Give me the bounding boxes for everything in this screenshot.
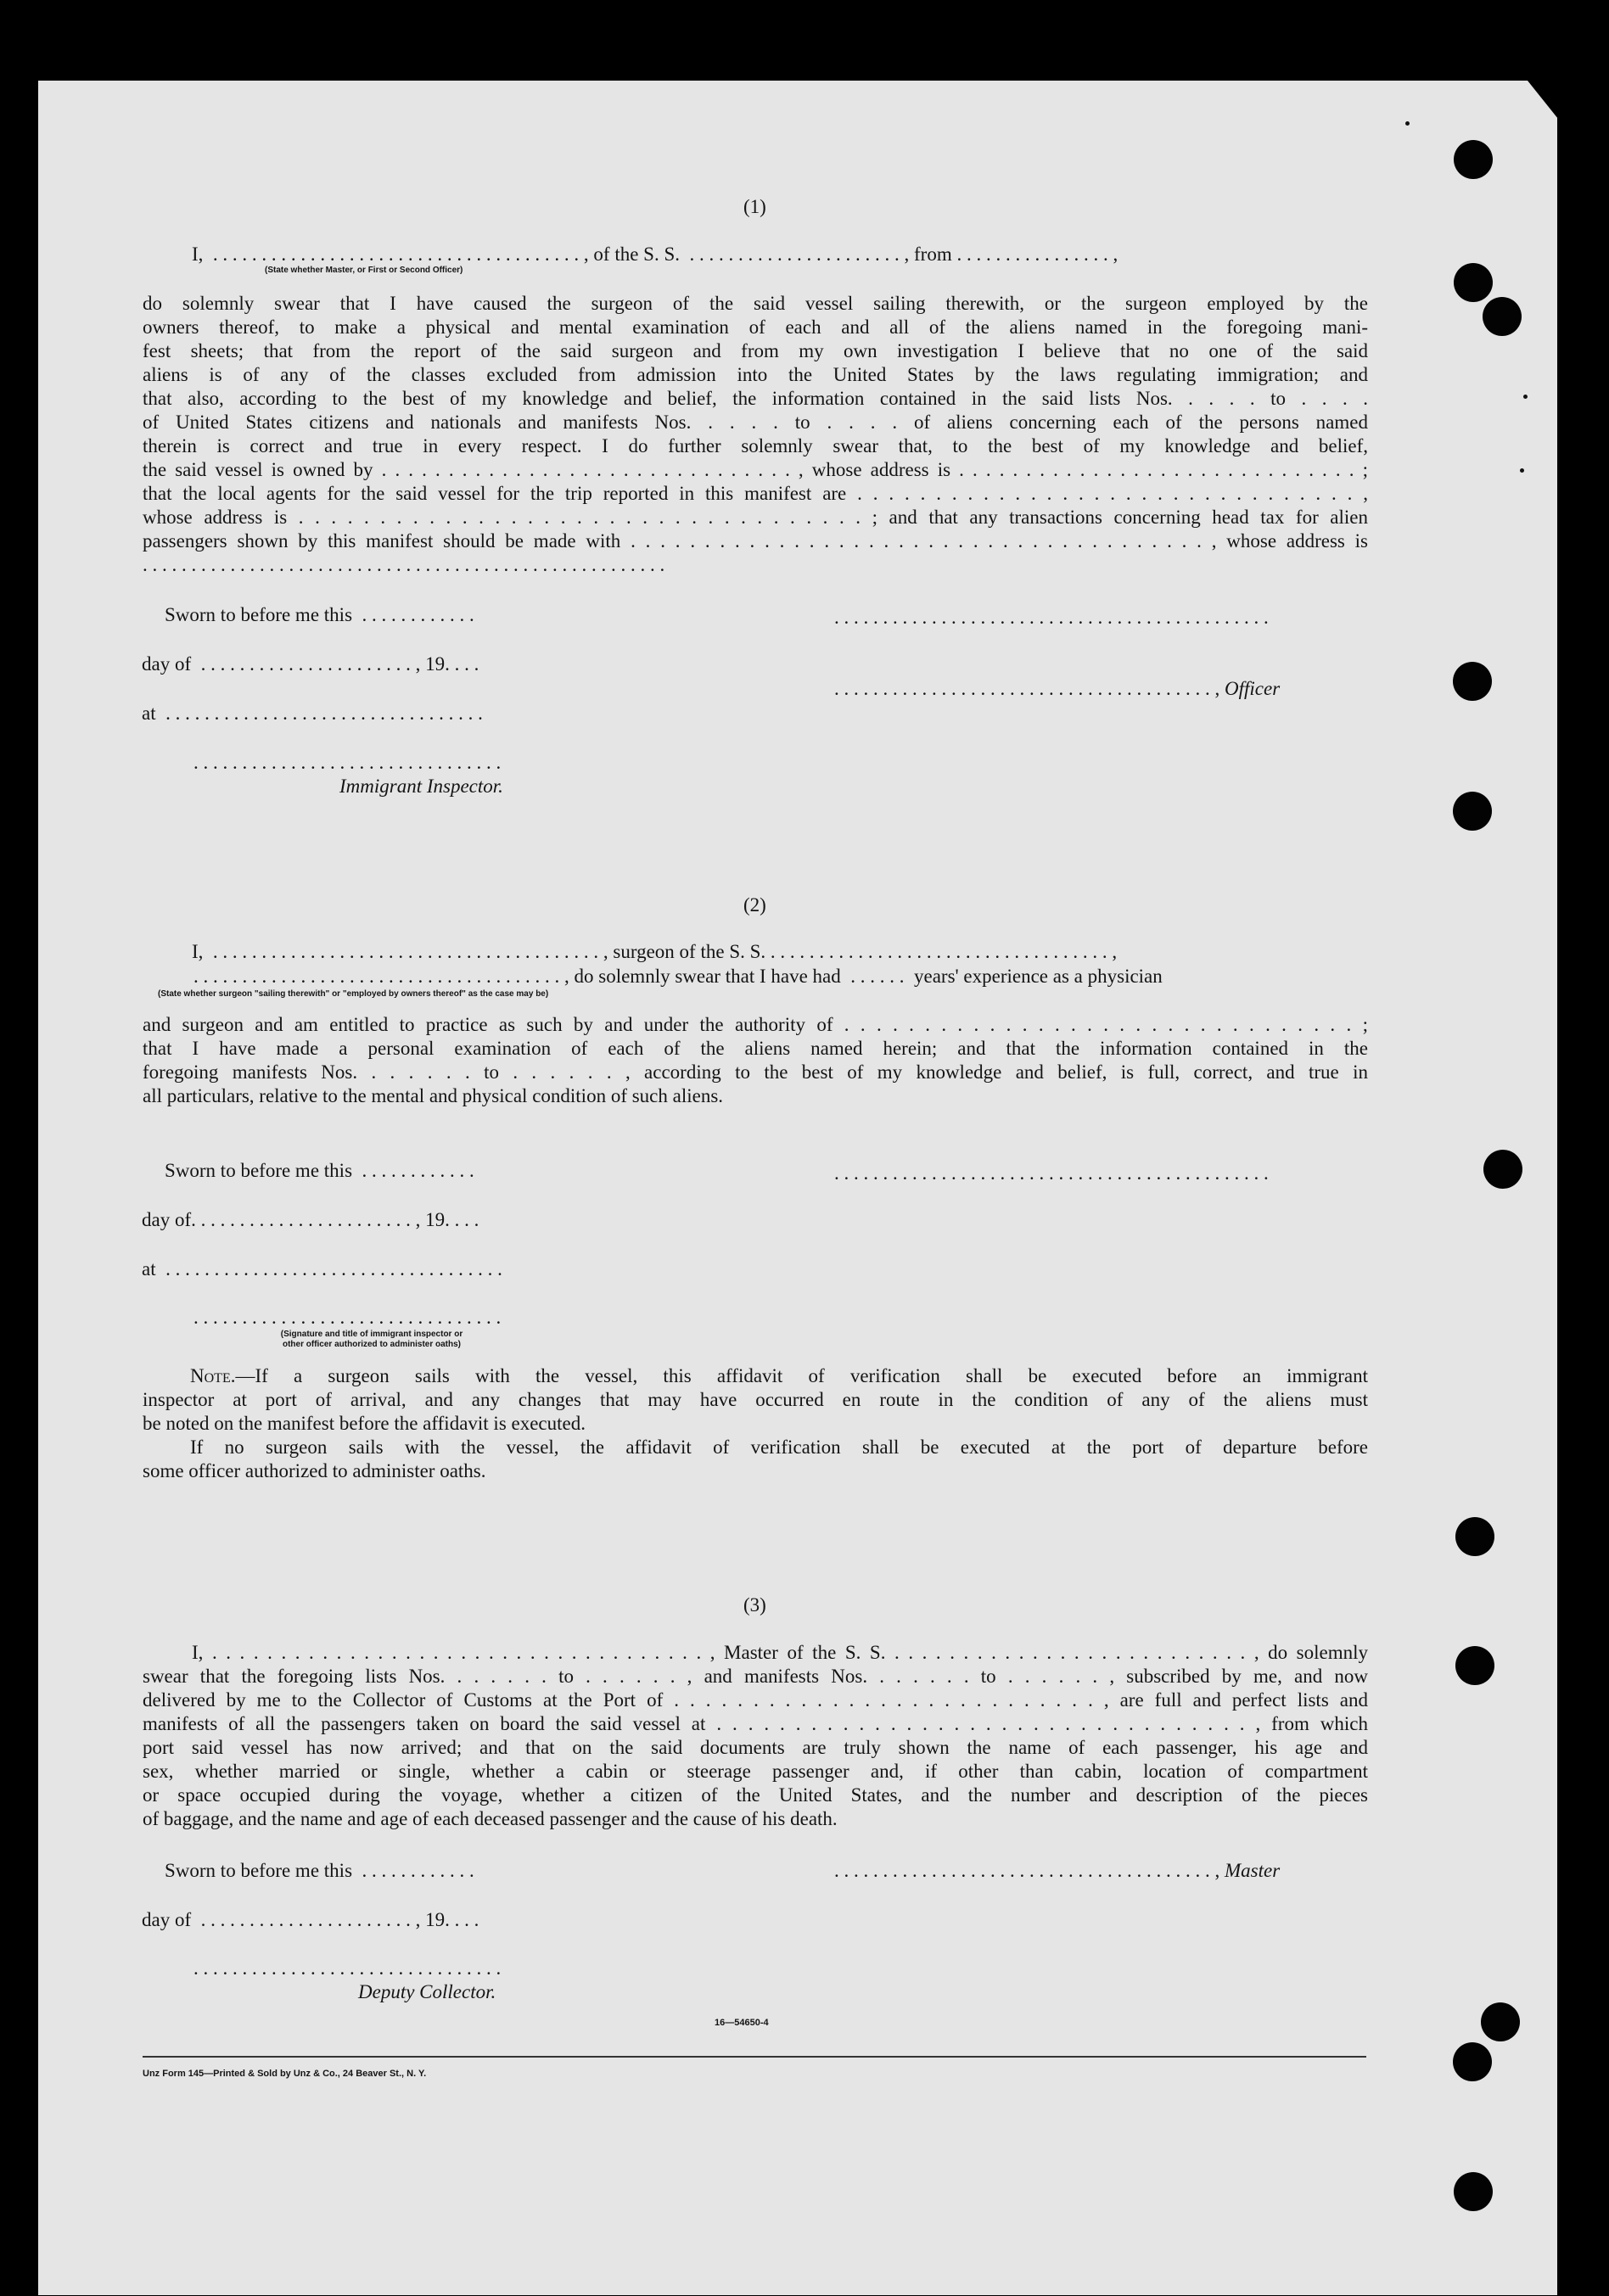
s1-day: day of . . . . . . . . . . . . . . . . . . . . . . , 19. . . . bbox=[142, 653, 479, 675]
footer-rule bbox=[143, 2056, 1366, 2058]
s2-note bbox=[143, 1364, 1368, 1483]
s3-master-label: Master bbox=[1225, 1860, 1281, 1881]
s1-body-line: aliens is of any of the classes excluded from admission into the United States by the laws regulating immigration; and bbox=[143, 364, 1368, 385]
s1-body-line: of United States citizens and nationals and manifests Nos. . . . . to . . . . of aliens concerning each of the persons named bbox=[143, 412, 1368, 433]
speck bbox=[1523, 395, 1528, 399]
punch-hole bbox=[1454, 140, 1493, 179]
s1-body-line: the said vessel is owned by . . . . . . . . . . . . . . . . . . . . . . . . . . . . . . . , whose address is . . . . . . . . . . . . . . . . . . . . . . . . . . . . . . ; bbox=[143, 459, 1368, 480]
s1-body-line: . . . . . . . . . . . . . . . . . . . . . . . . . . . . . . . . . . . . . . . . . . . . . . . . . . . . . . bbox=[143, 554, 665, 575]
s3-body-line: port said vessel has now arrived; and that on the said documents are truly shown the name of each passenger, his age and bbox=[143, 1737, 1368, 1758]
s2-body-line: that I have made a personal examination of each of the aliens named herein; and that the information contained in the bbox=[143, 1038, 1368, 1059]
punch-hole bbox=[1455, 1646, 1494, 1685]
s3-body-line: of baggage, and the name and age of each deceased passenger and the cause of his death. bbox=[143, 1808, 838, 1829]
s2-at: at . . . . . . . . . . . . . . . . . . . . . . . . . . . . . . . . . . . bbox=[142, 1258, 502, 1280]
s1-signature-line: . . . . . . . . . . . . . . . . . . . . . . . . . . . . . . . . bbox=[193, 752, 502, 773]
s1-officer-dots: . . . . . . . . . . . . . . . . . . . . . . . . . . . . . . . . . . . . . . . , bbox=[834, 678, 1220, 699]
s3-body-line: sex, whether married or single, whether a cabin or steerage passenger and, if other than cabin, location of compartment bbox=[143, 1761, 1368, 1782]
s2-line-2: . . . . . . . . . . . . . . . . . . . . . . . . . . . . . . . . . . . . . . , do solemnly swear that I have had . . . . . . years' experience as a physician bbox=[193, 966, 1163, 987]
punch-hole bbox=[1454, 263, 1493, 302]
s2-note-line: If no surgeon sails with the vessel, the affidavit of verification shall be executed at the port of departure before bbox=[190, 1436, 1368, 1458]
punch-hole bbox=[1453, 2042, 1492, 2081]
s2-body bbox=[143, 1013, 1368, 1108]
s1-line-1: I, . . . . . . . . . . . . . . . . . . . . . . . . . . . . . . . . . . . . . . , of the S. S. . . . . . . . . . . . . . . . . . . . . . . , from . . . . . . . . . . . . . . . . , bbox=[192, 244, 1118, 265]
section-2-number: (2) bbox=[743, 894, 766, 916]
s2-note-line: inspector at port of arrival, and any changes that may have occurred en route in the condition of any of the aliens must bbox=[143, 1389, 1368, 1410]
s2-sworn: Sworn to before me this . . . . . . . . . . . . bbox=[165, 1160, 474, 1181]
s2-note-text: —If a surgeon sails with the vessel, this affidavit of verification shall be executed before an immigrant bbox=[235, 1365, 1368, 1386]
s3-master-line bbox=[834, 1859, 1280, 1883]
s1-body-line: do solemnly swear that I have caused the surgeon of the said vessel sailing therewith, or the surgeon employed by the bbox=[143, 293, 1368, 314]
s2-note-line: some officer authorized to administer oaths. bbox=[143, 1460, 486, 1481]
s2-sig-caption-2: other officer authorized to administer oaths) bbox=[282, 1340, 462, 1349]
s2-day: day of. . . . . . . . . . . . . . . . . . . . . . . , 19. . . . bbox=[142, 1209, 479, 1230]
s1-body-line: owners thereof, to make a physical and mental examination of each and all of the aliens named in the foregoing mani- bbox=[143, 316, 1368, 338]
form-code: 16—54650-4 bbox=[715, 2018, 769, 2028]
s3-body-line: I, . . . . . . . . . . . . . . . . . . . . . . . . . . . . . . . . . . . . , Master of the S. S. . . . . . . . . . . . . . . . . . . . . . . . . . . , do solemnly bbox=[192, 1642, 1368, 1663]
s1-officer-label: Officer bbox=[1225, 678, 1281, 699]
s2-sig-caption-1: (Signature and title of immigrant inspector or bbox=[280, 1330, 463, 1339]
s1-inspector-label: Immigrant Inspector. bbox=[339, 776, 503, 797]
s1-officer-line bbox=[834, 677, 1280, 701]
section-1-number: (1) bbox=[743, 196, 766, 217]
punch-hole bbox=[1483, 297, 1522, 336]
s2-body-line: foregoing manifests Nos. . . . . . . to . . . . . . , according to the best of my knowledge and belief, is full, correct, and true in bbox=[143, 1061, 1368, 1083]
s1-body-line: therein is correct and true in every respect. I do further solemnly swear that, to the best of my knowledge and belief, bbox=[143, 435, 1368, 456]
punch-hole bbox=[1455, 1517, 1494, 1556]
punch-hole bbox=[1481, 2002, 1520, 2041]
s2-body-line: and surgeon and am entitled to practice as such by and under the authority of . . . . . . . . . . . . . . . . . . . . . . . . . . . . . . . . ; bbox=[143, 1014, 1368, 1035]
punch-hole bbox=[1453, 662, 1492, 701]
s1-at: at . . . . . . . . . . . . . . . . . . . . . . . . . . . . . . . . . bbox=[142, 703, 483, 724]
s2-note-line: be noted on the manifest before the affidavit is executed. bbox=[143, 1413, 586, 1434]
s1-body-line: whose address is . . . . . . . . . . . . . . . . . . . . . . . . . . . . . . . . . . . ; and that any transactions concerning head tax for alien bbox=[143, 507, 1368, 528]
punch-hole bbox=[1453, 792, 1492, 831]
s3-body-line: manifests of all the passengers taken on board the said vessel at . . . . . . . . . . . . . . . . . . . . . . . . . . . . . . . . . . , from which bbox=[143, 1713, 1368, 1734]
speck bbox=[1520, 468, 1524, 473]
s1-body-line: that also, according to the best of my knowledge and belief, the information contained in the said lists Nos. . . . . to . . . . bbox=[143, 388, 1368, 409]
s3-body-line: or space occupied during the voyage, whether a citizen of the United States, and the number and description of the pieces bbox=[143, 1784, 1368, 1806]
printer-line: Unz Form 145—Printed & Sold by Unz & Co., 24 Beaver St., N. Y. bbox=[143, 2069, 427, 2079]
s1-caption: (State whether Master, or First or Second Officer) bbox=[265, 266, 463, 275]
punch-hole bbox=[1483, 1150, 1522, 1189]
s2-note-line bbox=[143, 1364, 1368, 1388]
s3-sworn: Sworn to before me this . . . . . . . . . . . . bbox=[165, 1860, 474, 1881]
s2-caption: (State whether surgeon "sailing therewith" or "employed by owners thereof" as the case may be) bbox=[158, 989, 549, 999]
s1-right-signature-line: . . . . . . . . . . . . . . . . . . . . . . . . . . . . . . . . . . . . . . . . . . . . . bbox=[834, 607, 1269, 628]
s3-day: day of . . . . . . . . . . . . . . . . . . . . . . , 19. . . . bbox=[142, 1909, 479, 1930]
s1-body bbox=[143, 292, 1368, 577]
s2-line-1: I, . . . . . . . . . . . . . . . . . . . . . . . . . . . . . . . . . . . . . . . . , surgeon of the S. S. . . . . . . . . . . . . . . . . . . . . . . . . . . . . . . . . . . . , bbox=[192, 941, 1118, 962]
s3-body-line: delivered by me to the Collector of Customs at the Port of . . . . . . . . . . . . . . . . . . . . . . . . . . . , are full and perfect lists and bbox=[143, 1689, 1368, 1711]
s3-body-line: swear that the foregoing lists Nos. . . . . . . to . . . . . . , and manifests Nos. . . . . . . to . . . . . . , subscribed by me, and now bbox=[143, 1666, 1368, 1687]
s3-body bbox=[143, 1641, 1368, 1831]
speck bbox=[1405, 121, 1410, 126]
section-3-number: (3) bbox=[743, 1594, 766, 1616]
s3-master-dots: . . . . . . . . . . . . . . . . . . . . . . . . . . . . . . . . . . . . . . . , bbox=[834, 1860, 1220, 1881]
s2-right-signature-line: . . . . . . . . . . . . . . . . . . . . . . . . . . . . . . . . . . . . . . . . . . . . . bbox=[834, 1162, 1269, 1184]
s1-body-line: that the local agents for the said vessel for the trip reported in this manifest are . . . . . . . . . . . . . . . . . . . . . . . . . . . . . . . . , bbox=[143, 483, 1368, 504]
s2-note-label: Note. bbox=[190, 1365, 236, 1386]
s2-signature-line: . . . . . . . . . . . . . . . . . . . . . . . . . . . . . . . . bbox=[193, 1307, 502, 1328]
s3-signature-line: . . . . . . . . . . . . . . . . . . . . . . . . . . . . . . . . bbox=[193, 1957, 502, 1979]
s1-body-line: fest sheets; that from the report of the said surgeon and from my own investigation I believe that no one of the said bbox=[143, 340, 1368, 361]
s2-body-line: all particulars, relative to the mental and physical condition of such aliens. bbox=[143, 1085, 724, 1106]
s1-sworn: Sworn to before me this . . . . . . . . . . . . bbox=[165, 604, 474, 625]
punch-hole bbox=[1454, 2172, 1493, 2211]
s1-body-line: passengers shown by this manifest should be made with . . . . . . . . . . . . . . . . . . . . . . . . . . . . . . . . . . . . . . . , whose address is bbox=[143, 530, 1368, 552]
s3-collector-label: Deputy Collector. bbox=[358, 1981, 496, 2002]
